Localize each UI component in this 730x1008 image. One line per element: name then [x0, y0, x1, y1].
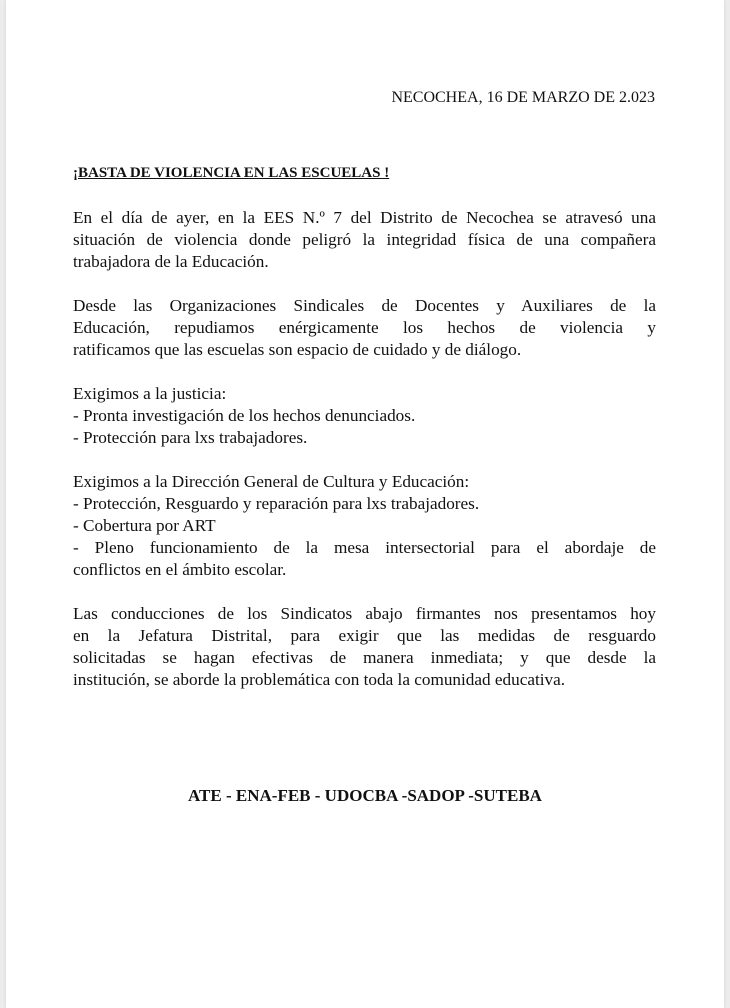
- paragraph-line: Las conducciones de los Sindicatos abajo firmantes nos presentamos hoy: [73, 604, 656, 623]
- paragraph-line: trabajadora de la Educación.: [73, 252, 269, 271]
- list-item: conflictos en el ámbito escolar.: [73, 560, 287, 579]
- document-page: [6, 0, 724, 1008]
- paragraph-line: en la Jefatura Distrital, para exigir que las medidas de resguardo: [73, 626, 656, 645]
- paragraph-line: institución, se aborde la problemática con toda la comunidad educativa.: [73, 670, 566, 689]
- paragraph-line: Exigimos a la Dirección General de Cultura y Educación:: [73, 472, 470, 491]
- document-body: [73, 207, 656, 713]
- document-heading: ¡BASTA DE VIOLENCIA EN LAS ESCUELAS !: [73, 165, 390, 181]
- paragraph-line: solicitadas se hagan efectivas de manera inmediata; y que desde la: [73, 648, 656, 667]
- list-item: - Protección para lxs trabajadores.: [73, 428, 308, 447]
- signatory-unions: ATE - ENA-FEB - UDOCBA -SADOP -SUTEBA: [188, 786, 542, 805]
- list-item: - Pronta investigación de los hechos denunciados.: [73, 406, 416, 425]
- paragraph-repudiation: [73, 295, 656, 361]
- list-item: - Pleno funcionamiento de la mesa intersectorial para el abordaje de: [73, 538, 656, 557]
- paragraph-dgce-demands: [73, 471, 656, 581]
- list-item: - Cobertura por ART: [73, 516, 216, 535]
- paragraph-presentation: [73, 603, 656, 691]
- paragraph-line: situación de violencia donde peligró la integridad física de una compañera: [73, 230, 656, 249]
- paragraph-line: En el día de ayer, en la EES N.º 7 del Distrito de Necochea se atravesó una: [73, 208, 656, 227]
- dateline: NECOCHEA, 16 DE MARZO DE 2.023: [391, 89, 655, 106]
- paragraph-line: ratificamos que las escuelas son espacio de cuidado y de diálogo.: [73, 340, 522, 359]
- paragraph-line: Exigimos a la justicia:: [73, 384, 227, 403]
- list-item: - Protección, Resguardo y reparación para lxs trabajadores.: [73, 494, 480, 513]
- paragraph-line: Educación, repudiamos enérgicamente los hechos de violencia y: [73, 318, 656, 337]
- paragraph-justice-demands: [73, 383, 656, 449]
- paragraph-incident: [73, 207, 656, 273]
- paragraph-line: Desde las Organizaciones Sindicales de Docentes y Auxiliares de la: [73, 296, 656, 315]
